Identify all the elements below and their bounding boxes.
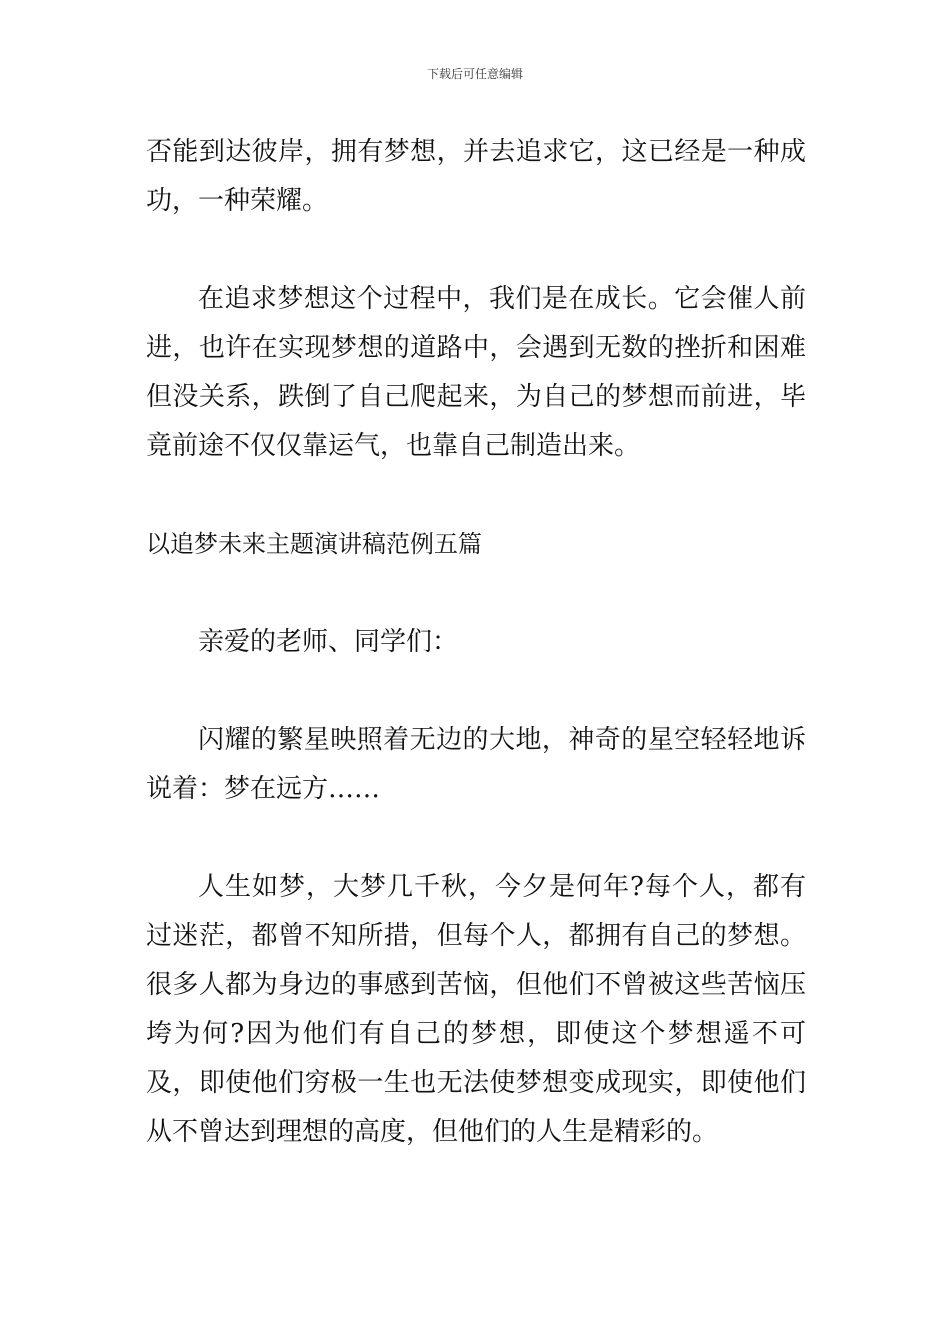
- paragraph-gap: [146, 814, 806, 863]
- paragraph-growth: 在追求梦想这个过程中，我们是在成长。它会催人前进，也许在实现梦想的道路中，会遇到无数的挫折和困难但没关系，跌倒了自己爬起来，为自己的梦想而前进，毕竟前途不仅仅靠运气，也靠自己制造出来。: [146, 284, 806, 461]
- header-note: 下载后可任意编辑: [426, 67, 523, 81]
- document-body: [146, 128, 806, 1157]
- paragraph-life-dream: 人生如梦，大梦几千秋，今夕是何年?每个人，都有过迷茫，都曾不知所措，但每个人，都拥有自己的梦想。很多人都为身边的事感到苦恼，但他们不曾被这些苦恼压垮为何?因为他们有自己的梦想，即使这个梦想遥不可及，即使他们穷极一生也无法使梦想变成现实，即使他们从不曾达到理想的高度，但他们的人生是精彩的。: [146, 872, 806, 1147]
- paragraph-gap: [146, 667, 806, 716]
- paragraph-continuation: 否能到达彼岸，拥有梦想，并去追求它，这已经是一种成功，一种荣耀。: [146, 137, 806, 216]
- paragraph-gap: [146, 569, 806, 618]
- paragraph-gap: [146, 226, 806, 275]
- paragraph-gap: [146, 471, 806, 520]
- section-title: 以追梦未来主题演讲稿范例五篇: [146, 530, 482, 558]
- greeting: 亲爱的老师、同学们：: [198, 627, 459, 657]
- paragraph-stars: 闪耀的繁星映照着无边的大地，神奇的星空轻轻地诉说着：梦在远方……: [146, 725, 806, 804]
